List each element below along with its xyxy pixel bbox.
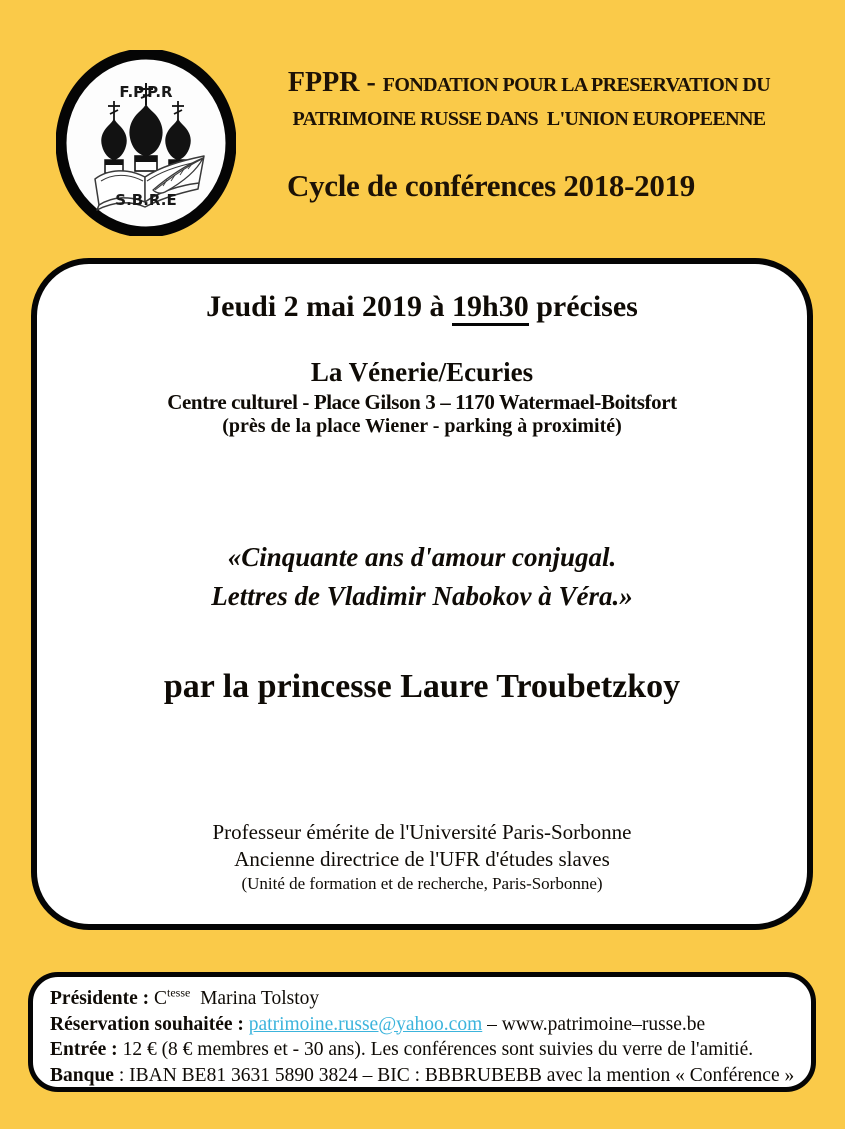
president-title-sup: tesse bbox=[166, 985, 191, 1000]
org-acronym: FPPR - bbox=[287, 67, 383, 98]
logo-bottom-text: S.B.R.E bbox=[115, 191, 177, 209]
speaker-title-2: Ancienne directrice de l'UFR d'études slaves bbox=[234, 847, 610, 871]
president-name: Marina Tolstoy bbox=[190, 988, 320, 1009]
speaker-title-1: Professeur émérite de l'Université Paris-Sorbonne bbox=[212, 820, 632, 844]
event-time: 19h30 bbox=[452, 290, 529, 326]
org-title-line1 bbox=[283, 66, 775, 102]
logo-top-text: F.P.P.R bbox=[119, 83, 173, 101]
speaker-title-3: (Unité de formation et de recherche, Paris-Sorbonne) bbox=[241, 874, 603, 893]
speaker-name: par la princesse Laure Troubetzkoy bbox=[163, 668, 681, 705]
practical-info-card bbox=[28, 972, 816, 1092]
reservation-label: Réservation souhaitée : bbox=[50, 1013, 249, 1035]
entry-label: Entrée : bbox=[50, 1039, 118, 1060]
event-date-suffix: précises bbox=[528, 290, 638, 323]
president-label: Présidente : bbox=[50, 988, 154, 1009]
website-text: – www.patrimoine–russe.be bbox=[482, 1013, 706, 1035]
org-title-block bbox=[283, 66, 775, 136]
org-name-part1: FONDATION POUR LA PRESERVATION DU bbox=[382, 74, 771, 96]
venue-note: (près de la place Wiener - parking à proximité) bbox=[222, 415, 622, 437]
reservation-email-link[interactable]: patrimoine.russe@yahoo.com bbox=[248, 1013, 483, 1035]
venue-address: Centre culturel - Place Gilson 3 – 1170 Watermael-Boitsfort bbox=[167, 390, 677, 414]
entry-text: 12 € (8 € membres et - 30 ans). Les conférences sont suivies du verre de l'amitié. bbox=[117, 1039, 754, 1060]
president-line bbox=[50, 986, 797, 1012]
bank-line bbox=[50, 1063, 797, 1089]
talk-title-line1: «Cinquante ans d'amour conjugal. bbox=[227, 542, 617, 572]
conference-cycle-title: Cycle de conférences 2018-2019 bbox=[287, 168, 695, 203]
org-name-part2: PATRIMOINE RUSSE DANS L'UNION EUROPEENNE bbox=[292, 108, 766, 130]
fppr-logo-graphic bbox=[56, 50, 236, 236]
talk-title-line2: Lettres de Vladimir Nabokov à Véra.» bbox=[211, 581, 633, 611]
event-card bbox=[31, 258, 813, 930]
bank-label: Banque bbox=[50, 1064, 114, 1086]
president-title-c: C bbox=[153, 988, 167, 1009]
entry-fee-line bbox=[50, 1037, 797, 1063]
bank-text: : IBAN BE81 3631 5890 3824 – BIC : BBBRUBEBB avec la mention « Conférence » bbox=[113, 1064, 795, 1086]
event-date-prefix: Jeudi 2 mai 2019 à bbox=[206, 290, 453, 323]
fppr-logo bbox=[56, 50, 236, 236]
venue-name: La Vénerie/Ecuries bbox=[310, 357, 534, 387]
reservation-line bbox=[50, 1012, 797, 1038]
event-date-line bbox=[37, 290, 807, 324]
